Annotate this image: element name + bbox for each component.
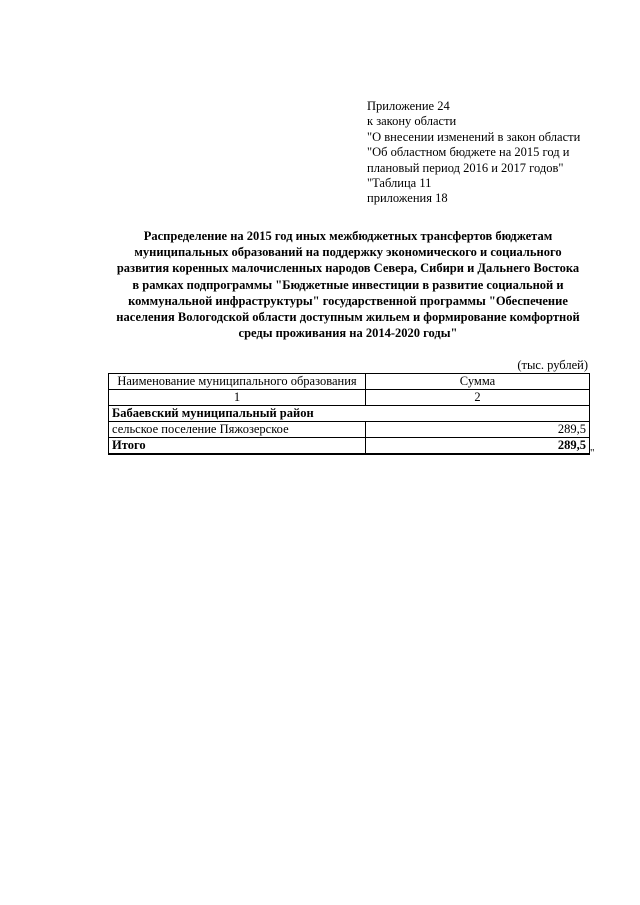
total-row bbox=[109, 438, 590, 455]
table-header-row bbox=[109, 374, 590, 390]
header-line: к закону области bbox=[367, 114, 457, 129]
header-line: "Об областном бюджете на 2015 год и bbox=[367, 145, 570, 160]
column-number-row bbox=[109, 390, 590, 406]
title-line: населения Вологодской области доступным жильем и формирование комфортной bbox=[116, 310, 580, 325]
closing-quote: " bbox=[590, 447, 595, 459]
column-header-amount: Сумма bbox=[366, 374, 590, 390]
column-number-2: 2 bbox=[366, 390, 590, 406]
header-line: "Таблица 11 bbox=[367, 176, 432, 191]
header-line: приложения 18 bbox=[367, 191, 448, 206]
title-line: развития коренных малочисленных народов Севера, Сибири и Дальнего Востока bbox=[116, 261, 580, 276]
document-title bbox=[98, 228, 598, 341]
header-line: "О внесении изменений в закон области bbox=[367, 129, 581, 144]
total-amount: 289,5 bbox=[366, 438, 590, 455]
column-header-name: Наименование муниципального образования bbox=[109, 374, 366, 390]
settlement-amount: 289,5 bbox=[366, 422, 590, 438]
district-row bbox=[109, 406, 590, 422]
title-line: Распределение на 2015 год иных межбюджетных трансфертов бюджетам bbox=[143, 229, 553, 243]
transfers-table bbox=[108, 373, 590, 455]
units-label: (тыс. рублей) bbox=[517, 358, 588, 372]
column-number-1: 1 bbox=[109, 390, 366, 406]
table-row bbox=[109, 422, 590, 438]
title-line: в рамках подпрограммы "Бюджетные инвестиции в развитие социальной и bbox=[132, 277, 564, 292]
settlement-name: сельское поселение Пяжозерское bbox=[109, 422, 366, 438]
title-line: среды проживания на 2014-2020 годы" bbox=[238, 326, 458, 341]
appendix-header bbox=[367, 99, 607, 207]
header-line: Приложение 24 bbox=[367, 99, 450, 113]
total-label: Итого bbox=[109, 438, 366, 455]
district-name: Бабаевский муниципальный район bbox=[109, 406, 590, 422]
title-line: муниципальных образований на поддержку экономического и социального bbox=[134, 245, 562, 260]
title-line: коммунальной инфраструктуры" государственной программы "Обеспечение bbox=[128, 293, 568, 308]
header-line: плановый период 2016 и 2017 годов" bbox=[367, 160, 564, 175]
